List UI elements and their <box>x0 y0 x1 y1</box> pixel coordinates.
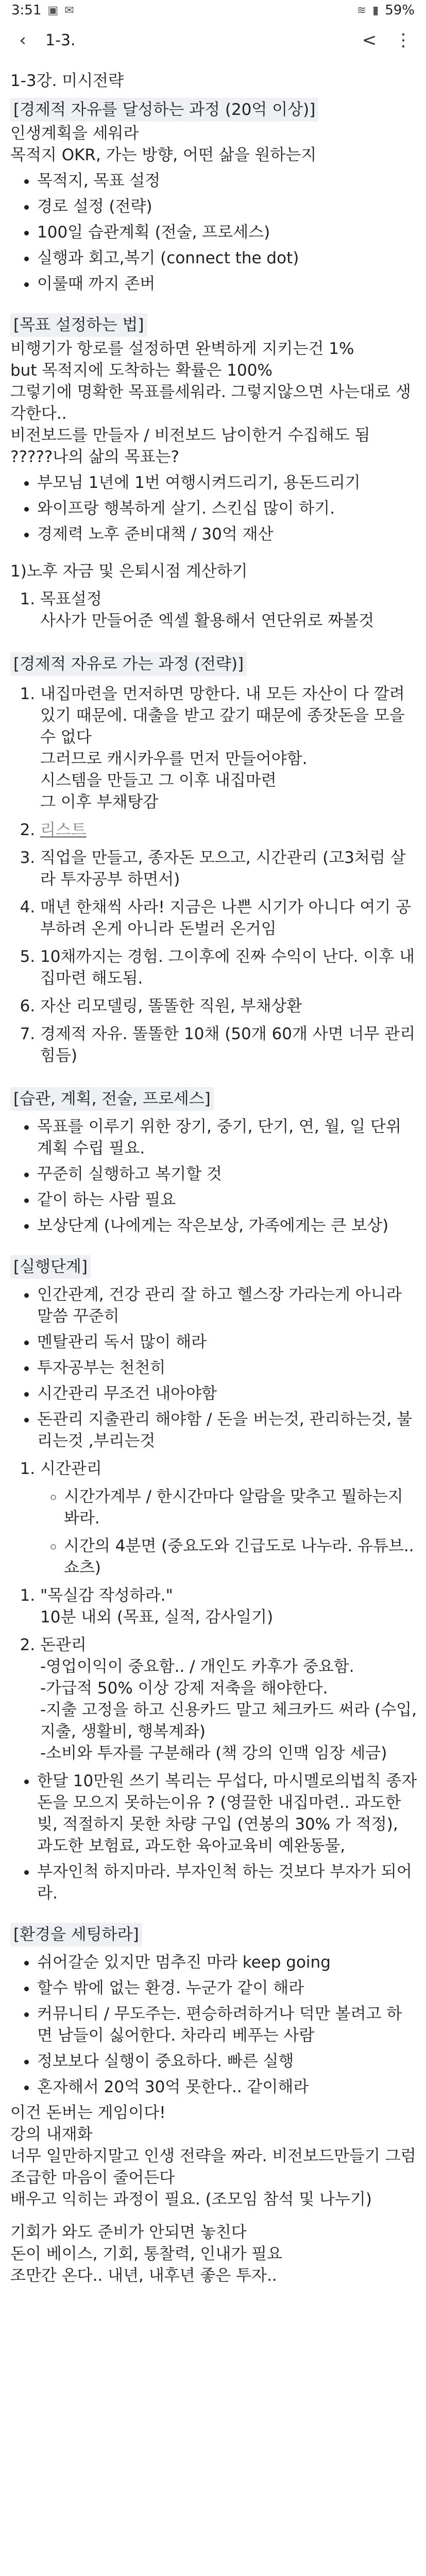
paragraph: 인생계획을 세워라 <box>10 124 139 143</box>
back-icon[interactable]: ‹ <box>19 30 26 50</box>
list-item: • 쉬어갈순 있지만 멈추진 마라 keep going <box>37 1952 417 1973</box>
item-line: -영업이익이 중요함.. / 개인도 카후가 중요함. <box>40 1657 354 1676</box>
status-time: 3:51 <box>11 3 42 18</box>
list-item: • 목표를 이루기 위한 장기, 중기, 단기, 연, 월, 일 단위 계획 수립 필요. <box>37 1116 417 1159</box>
list-item: • 커뮤니티 / 무도주는. 편승하려하거나 덕만 볼려고 하면 남들이 싫어한다. 차라리 베푸는 사람 <box>37 2003 417 2046</box>
list-item: • 정보보다 실행이 중요하다. 빠른 실행 <box>37 2050 417 2072</box>
item-detail: 10분 내외 (목표, 실적, 감사일기) <box>40 1608 274 1626</box>
item-line: 시스템을 만들고 그 이후 내집마련 <box>40 771 277 790</box>
notification-icon: ▣ <box>47 4 59 17</box>
sub-list <box>40 1486 417 1579</box>
paragraph: 이건 돈버는 게임이다! <box>10 2104 166 2122</box>
note-content[interactable] <box>10 67 417 2286</box>
item-line: -지출 고정을 하고 신용카드 말고 체크카드 써라 (수입, 지출, 생활비, 행복계좌) <box>40 1701 417 1741</box>
paragraph: 비행기가 항로를 설정하면 완벽하게 지키는건 1% <box>10 340 354 358</box>
list-item: • 멘탈관리 독서 많이 해라 <box>37 1331 417 1353</box>
list-item: • 와이프랑 행복하게 살기. 스킨십 많이 하기. <box>37 498 417 519</box>
list-item: • 목적지, 목표 설정 <box>37 170 417 192</box>
list-item <box>40 683 417 813</box>
more-icon[interactable]: ⋮ <box>395 30 412 50</box>
list-item: • 투자공부는 천천히 <box>37 1357 417 1379</box>
list-item: • 한달 10만원 쓰기 복리는 무섭다, 마시멜로의법칙 종자돈을 모으지 못하는이유 ? (영끌한 내집마련.. 과도한 빚, 적절하지 못한 차량 구입 (연봉의 30% 가 적정), 과도한 보험료, 과도한 육아교육비 예완동물, <box>37 1770 417 1857</box>
list-item: 5. 10채까지는 경험. 그이후에 진짜 수익이 난다. 이후 내집마련 해도됨. <box>40 946 417 989</box>
sub-item: ◦ 시간의 4분면 (중요도와 긴급도로 나누라. 유튜브..쇼츠) <box>64 1535 417 1579</box>
item-title: 1. 목표설정 <box>40 590 102 608</box>
list-item: • 100일 습관계획 (전술, 프로세스) <box>37 222 417 243</box>
list-link[interactable]: 리스트 <box>40 821 87 839</box>
section-heading: [목표 설정하는 법] <box>10 313 147 337</box>
list-item <box>40 1458 417 1579</box>
item-line: 그러므로 캐시카우를 먼저 만들어야함. <box>40 750 308 768</box>
numbered-list <box>10 683 417 1066</box>
top-app-bar <box>0 21 426 60</box>
bullet-list <box>10 472 417 545</box>
bullet-list <box>10 1284 417 1452</box>
item-line: 그 이후 부채탕감 <box>40 793 159 811</box>
item-line: -가급적 50% 이상 강제 저축을 해야한다. <box>40 1679 328 1698</box>
item-title: 1. 시간관리 <box>40 1460 102 1478</box>
numbered-list <box>10 1458 417 1579</box>
list-item: • 혼자해서 20억 30억 못한다.. 같이해라 <box>37 2076 417 2098</box>
numbered-list <box>10 1634 417 1764</box>
bullet-list <box>10 1952 417 2098</box>
paragraph: 너무 일만하지말고 인생 전략을 짜라. 비전보드만들기 그럼 조급한 마음이 줄어든다 <box>10 2147 416 2187</box>
list-item <box>40 588 417 632</box>
wifi-icon: ≋ <box>356 4 367 17</box>
note-title: 1-3강. 미시전략 <box>10 72 124 90</box>
list-item <box>40 1585 417 1628</box>
item-line: 1. 내집마련을 먼저하면 망한다. 내 모든 자산이 다 깔려있기 때문에. 대출을 받고 갚기 때문에 종잣돈을 모을 수 없다 <box>40 685 405 747</box>
list-item: • 같이 하는 사람 필요 <box>37 1189 417 1211</box>
item-line: -소비와 투자를 구분해라 (책 강의 인맥 임장 세금) <box>40 1744 387 1762</box>
paragraph: 조만간 온다.. 내년, 내후년 좋은 투자.. <box>10 2266 277 2285</box>
signal-icon: ▮ <box>372 4 379 17</box>
list-item: 3. 직업을 만들고, 종자돈 모으고, 시간관리 (고3처럼 살라 투자공부 하면서) <box>40 847 417 890</box>
sub-item: ◦ 시간가계부 / 한시간마다 알람을 맞추고 뭘하는지 봐라. <box>64 1486 417 1529</box>
bullet-list <box>10 1770 417 1904</box>
paragraph: 목적지 OKR, 가는 방향, 어떤 삶을 원하는지 <box>10 146 317 164</box>
numbered-list <box>10 1585 417 1628</box>
section-heading: [경제적 자유로 가는 과정 (전략)] <box>10 652 247 676</box>
list-item: • 돈관리 지출관리 해야함 / 돈을 버는것, 관리하는것, 불리는것 ,부리는것 <box>37 1409 417 1452</box>
list-item: • 시간관리 무조건 내아야함 <box>37 1383 417 1404</box>
list-item: • 경로 설정 (전략) <box>37 196 417 217</box>
item-title: 1. "목실감 작성하라." <box>40 1586 173 1605</box>
section-heading: [습관, 계획, 전술, 프로세스] <box>10 1087 214 1111</box>
paragraph: 배우고 익히는 과정이 필요. (조모임 참석 및 나누기) <box>10 2190 372 2209</box>
list-item: • 경제력 노후 준비대책 / 30억 재산 <box>37 523 417 545</box>
paragraph: 강의 내재화 <box>10 2125 93 2144</box>
list-item: • 꾸준히 실행하고 복기할 것 <box>37 1163 417 1185</box>
list-item: • 할수 밖에 없는 환경. 누군가 같이 해라 <box>37 1977 417 1999</box>
numbered-list <box>10 588 417 632</box>
section-heading: [실행단계] <box>10 1255 91 1279</box>
list-item: • 이룰때 까지 존버 <box>37 273 417 295</box>
list-item: • 부자인척 하지마라. 부자인척 하는 것보다 부자가 되어라. <box>37 1861 417 1904</box>
list-item: • 부모님 1년에 1번 여행시켜드리기, 용돈드리기 <box>37 472 417 494</box>
list-item: • 보상단계 (나에게는 작은보상, 가족에게는 큰 보상) <box>37 1215 417 1236</box>
bullet-list <box>10 1116 417 1236</box>
paragraph: 비전보드를 만들자 / 비전보드 남이한거 수집해도 됨 ?????나의 삶의 목표는? <box>10 426 370 466</box>
battery-level: 59% <box>385 3 415 18</box>
paragraph: but 목적지에 도착하는 확률은 100% <box>10 361 272 380</box>
message-icon: ✉ <box>64 4 74 17</box>
list-item: • 인간관계, 건강 관리 잘 하고 헬스장 가라는게 아니라 말씀 꾸준히 <box>37 1284 417 1327</box>
list-item <box>40 1634 417 1764</box>
bullet-list <box>10 170 417 295</box>
list-item: 7. 경제적 자유. 똘똘한 10채 (50개 60개 사면 너무 관리 힘듬) <box>40 1023 417 1066</box>
paragraph: 그렇기에 명확한 목표를세워라. 그렇지않으면 사는대로 생각한다.. <box>10 383 411 423</box>
section-heading: [환경을 세팅하라] <box>10 1923 142 1946</box>
list-item <box>40 819 417 841</box>
list-item: 4. 매년 한채씩 사라! 지금은 나쁜 시기가 아니다 여기 공부하려 온게 아니라 돈벌러 온거임 <box>40 896 417 940</box>
item-title: 2. 돈관리 <box>40 1636 87 1654</box>
list-item: 6. 자산 리모델링, 똘똘한 직원, 부채상환 <box>40 995 417 1017</box>
list-item: • 실행과 회고,복기 (connect the dot) <box>37 247 417 269</box>
page-title: 1-3. <box>45 31 76 49</box>
item-detail: 사사가 만들어준 엑셀 활용해서 연단위로 짜볼것 <box>40 612 374 630</box>
paragraph: 돈이 베이스, 기회, 통찰력, 인내가 필요 <box>10 2245 283 2263</box>
section-heading: 1)노후 자금 및 은퇴시점 계산하기 <box>10 562 248 581</box>
section-heading: [경제적 자유를 달성하는 과정 (20억 이상)] <box>10 98 318 122</box>
paragraph: 기회가 와도 준비가 안되면 놓친다 <box>10 2223 247 2242</box>
status-bar <box>0 0 426 21</box>
share-icon[interactable]: < <box>362 30 377 50</box>
